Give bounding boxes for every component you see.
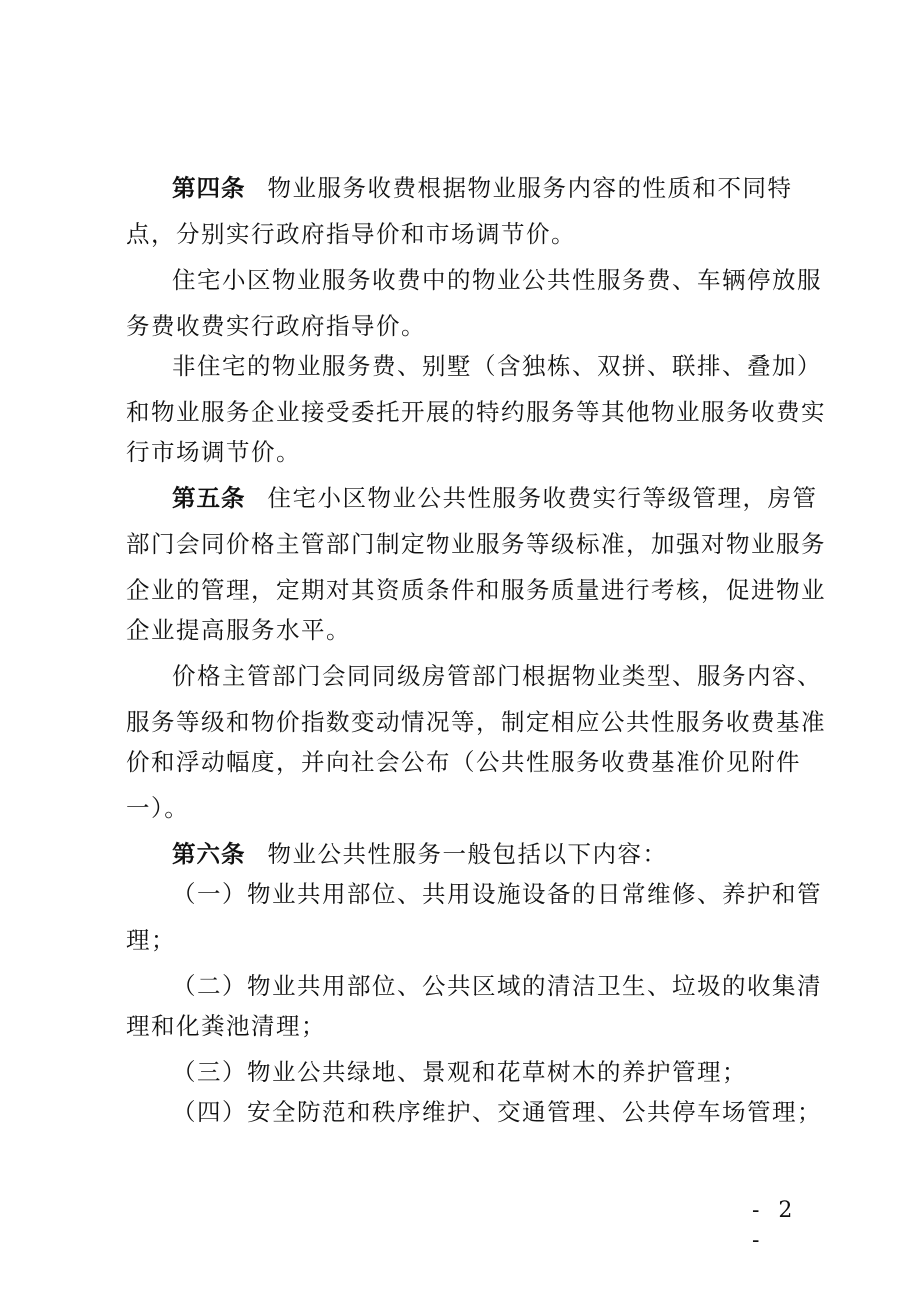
article-4-para-2-line-1: 住宅小区物业服务收费中的物业公共性服务费、车辆停放服 — [172, 266, 822, 294]
article-6-item-2-line-2: 理和化粪池清理； — [126, 1012, 326, 1040]
article-5-para-2-line-3: 价和浮动幅度，并向社会公布（公共性服务收费基准价见附件 — [126, 748, 801, 776]
article-5-line-2: 部门会同价格主管部门制定物业服务等级标准，加强对物业服务 — [126, 530, 826, 558]
article-4-line-1 — [172, 172, 806, 204]
article-5-para-2-line-1: 价格主管部门会同同级房管部门根据物业类型、服务内容、 — [172, 662, 822, 690]
article-6-line-1 — [172, 838, 806, 870]
article-6-item-1-line-2: 理； — [126, 926, 176, 954]
article-5-line-1 — [172, 482, 818, 514]
article-4-para-3-line-3: 行市场调节价。 — [126, 438, 301, 466]
article-5-para-2-line-2: 服务等级和物价指数变动情况等，制定相应公共性服务收费基准 — [126, 708, 826, 736]
article-5-heading: 第五条 — [172, 484, 246, 512]
article-6-item-3: （三）物业公共绿地、景观和花草树木的养护管理； — [172, 1058, 747, 1086]
article-5-para-2-line-4: 一）。 — [126, 794, 190, 822]
article-4-line-2: 点，分别实行政府指导价和市场调节价。 — [126, 220, 576, 248]
article-6-item-2-line-1: （二）物业共用部位、公共区域的清洁卫生、垃圾的收集清 — [172, 972, 822, 1000]
article-5-line-4: 企业提高服务水平。 — [126, 616, 351, 644]
article-5-text: 住宅小区物业公共性服务收费实行等级管理，房管 — [267, 484, 818, 512]
article-6-item-4: （四）安全防范和秩序维护、交通管理、公共停车场管理； — [172, 1098, 822, 1126]
article-6-heading: 第六条 — [172, 840, 246, 868]
article-4-para-3-line-2: 和物业服务企业接受委托开展的特约服务等其他物业服务收费实 — [126, 398, 826, 426]
article-6-text: 物业公共性服务一般包括以下内容： — [267, 840, 668, 868]
article-4-text: 物业服务收费根据物业服务内容的性质和不同特 — [267, 174, 793, 202]
article-4-para-2-line-2: 务费收费实行政府指导价。 — [126, 312, 426, 340]
article-4-para-3-line-1: 非住宅的物业服务费、别墅（含独栋、双拼、联排、叠加） — [172, 352, 822, 380]
article-6-item-1-line-1: （一）物业共用部位、共用设施设备的日常维修、养护和管 — [172, 880, 822, 908]
article-5-line-3: 企业的管理，定期对其资质条件和服务质量进行考核，促进物业 — [126, 576, 826, 604]
page-number: - 2 - — [752, 1198, 799, 1253]
article-4-heading: 第四条 — [172, 174, 246, 202]
